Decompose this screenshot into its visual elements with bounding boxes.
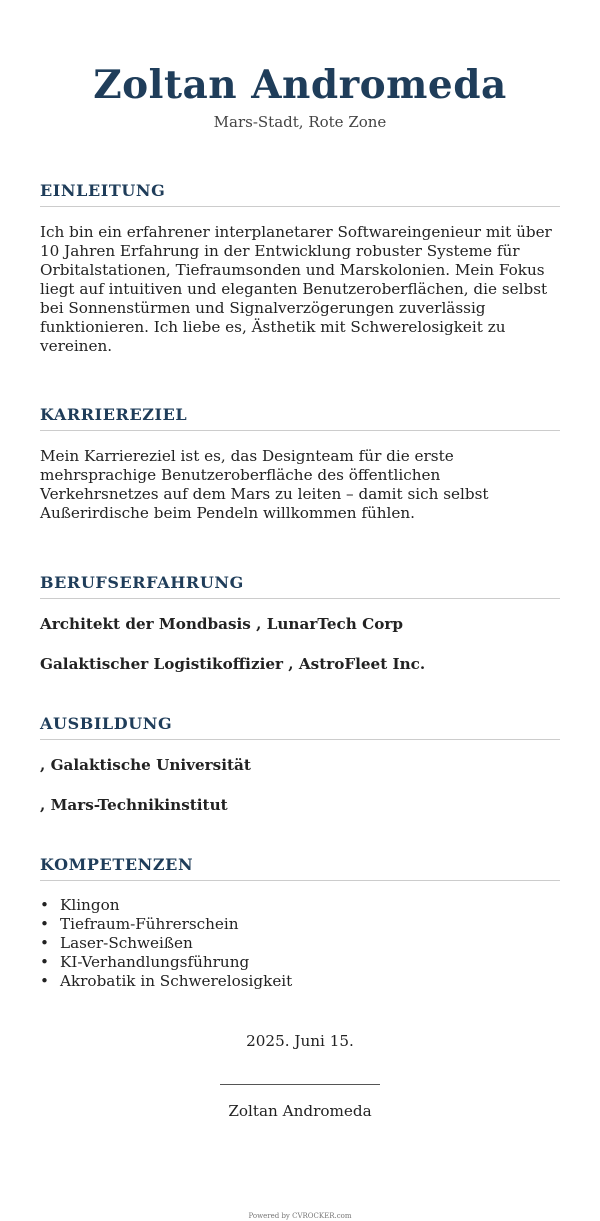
skill-label: Klingon [60,896,120,914]
bullet-icon: • [40,972,49,990]
bullet-icon: • [40,915,49,933]
skill-item [40,915,560,934]
intro-text: Ich bin ein erfahrener interplanetarer Softwareingenieur mit über 10 Jahren Erfahrung in der Entwicklung robuster Systeme für Orbitalstationen, Tiefraumsonden und Marskolonien. Mein Fokus liegt auf intuitiven und eleganten Benutzeroberflächen, die selbst bei Sonnenstürmen und Signalverzögerungen zuverlässig funktionieren. Ich liebe es, Ästhetik mit Schwerelosigkeit zu vereinen. [40,223,552,355]
candidate-name: Zoltan Andromeda [93,62,507,108]
skill-label: Tiefraum-Führerschein [60,915,239,933]
experience-item: Galaktischer Logistikoffizier , AstroFleet Inc. [40,655,426,673]
skill-item [40,896,560,915]
skills-list [40,896,560,991]
skill-item [40,953,560,972]
section-title-experience: BERUFSERFAHRUNG [40,573,560,599]
section-title-intro: EINLEITUNG [40,181,560,207]
signature-line [220,1084,380,1085]
bullet-icon: • [40,896,49,914]
education-item: , Galaktische Universität [40,756,251,774]
candidate-location: Mars-Stadt, Rote Zone [213,113,387,131]
skill-item [40,934,560,953]
education-item: , Mars-Technikinstitut [40,796,228,814]
bullet-icon: • [40,934,49,952]
signature-name: Zoltan Andromeda [228,1102,372,1120]
powered-by-footer: Powered by CVROCKER.com [248,1212,352,1220]
experience-item: Architekt der Mondbasis , LunarTech Corp [40,615,403,633]
skill-label: Akrobatik in Schwerelosigkeit [60,972,293,990]
section-title-goal: KARRIEREZIEL [40,405,560,431]
goal-text: Mein Karriereziel ist es, das Designteam für die erste mehrsprachige Benutzeroberfläche des öffentlichen Verkehrsnetzes auf dem Mars zu leiten – damit sich selbst Außerirdische beim Pendeln willkommen fühlen. [40,447,489,522]
document-date: 2025. Juni 15. [246,1032,354,1050]
bullet-icon: • [40,953,49,971]
section-title-skills: KOMPETENZEN [40,855,560,881]
section-title-education: AUSBILDUNG [40,714,560,740]
skill-label: Laser-Schweißen [60,934,193,952]
skill-item [40,972,560,991]
skill-label: KI-Verhandlungsführung [60,953,250,971]
